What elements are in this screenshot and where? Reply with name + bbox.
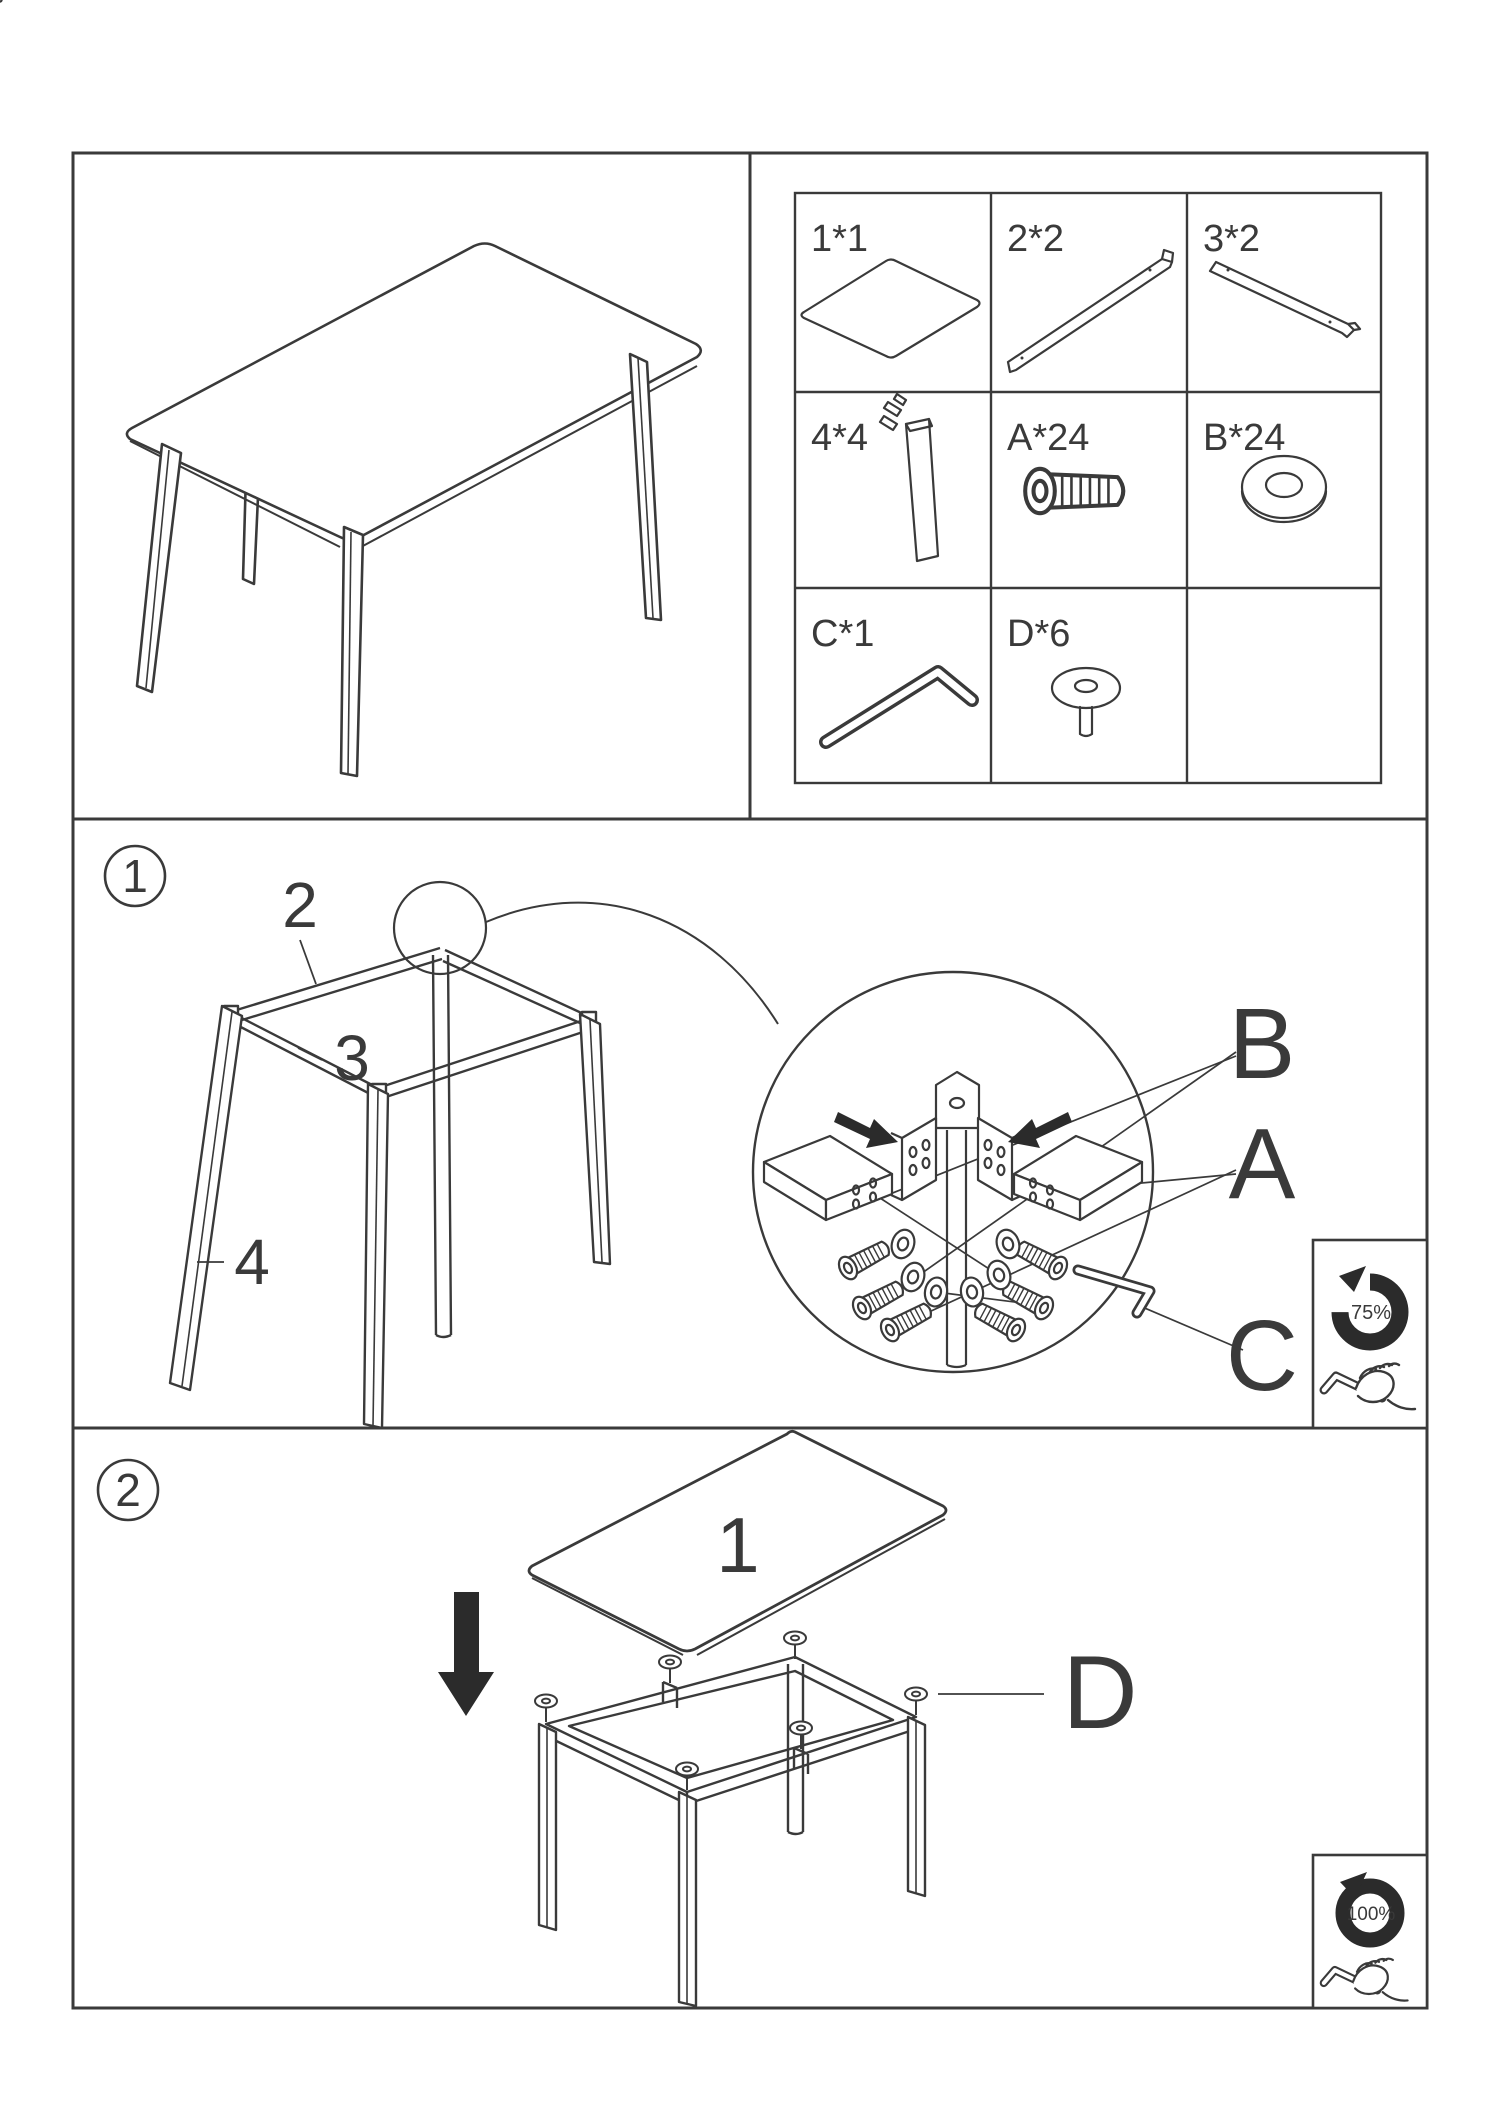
foot-icon [1052,668,1120,736]
step2-callout-tabletop: 1 [716,1501,760,1589]
step1-frame-assembly [170,948,610,1428]
step1-left-leg [170,1006,242,1390]
leg-icon [880,394,938,561]
step1-callout-allen-key: C [1225,1300,1299,1412]
table-front-mid-leg [341,527,363,776]
part-label-leg: 4*4 [811,417,869,459]
torque-75-label: 75% [1350,1302,1392,1324]
step1-callout-bolt: A [1228,1108,1296,1220]
step2-mid-stub-right [794,1748,808,1774]
washer-icon [1242,456,1326,522]
step1-rails-front [230,1012,592,1099]
step2-torque-box [1313,1855,1427,2008]
part-label-foot: D*6 [1007,613,1071,655]
step2-frame [539,1657,925,2006]
short-rail-icon [1210,262,1360,337]
step1-number: 1 [122,850,148,902]
step2-mid-stub-left [663,1682,677,1708]
table-top [127,244,701,540]
step1-detail-leader-curve [486,903,778,1024]
part-label-long-rail: 2*2 [1007,218,1065,260]
part-label-bolt: A*24 [1007,417,1090,459]
step1-section [105,846,1427,1428]
bolt-icon [1025,469,1123,513]
finished-table-illustration [127,244,701,777]
step2-number: 2 [115,1464,141,1516]
step1-leader-long-rail [300,940,316,984]
step2-section [98,1431,1427,2008]
torque-100-label: 100% [1346,1904,1396,1925]
step1-callout-long-rail: 2 [282,869,318,941]
step2-callout-foot: D [1062,1635,1138,1751]
allen-key-icon [826,672,972,742]
place-down-arrow-icon [438,1592,494,1716]
step1-callout-leg: 4 [234,1226,270,1298]
corner-bracket-plate [936,1072,979,1128]
step1-rails-back [230,948,588,1023]
step1-right-leg [580,1014,610,1264]
tabletop-icon [802,260,980,358]
part-label-washer: B*24 [1203,417,1286,459]
part-label-tabletop: 1*1 [811,218,869,260]
step1-detail-view [753,972,1243,1372]
step1-callout-short-rail: 3 [334,1022,370,1094]
table-front-left-leg [137,444,181,692]
leg-bracket-icon [880,394,906,430]
part-label-short-rail: 3*2 [1203,218,1261,260]
step1-torque-box [1313,1240,1427,1428]
part-label-allen-key: C*1 [811,613,875,655]
step1-callout-washer: B [1228,988,1296,1100]
